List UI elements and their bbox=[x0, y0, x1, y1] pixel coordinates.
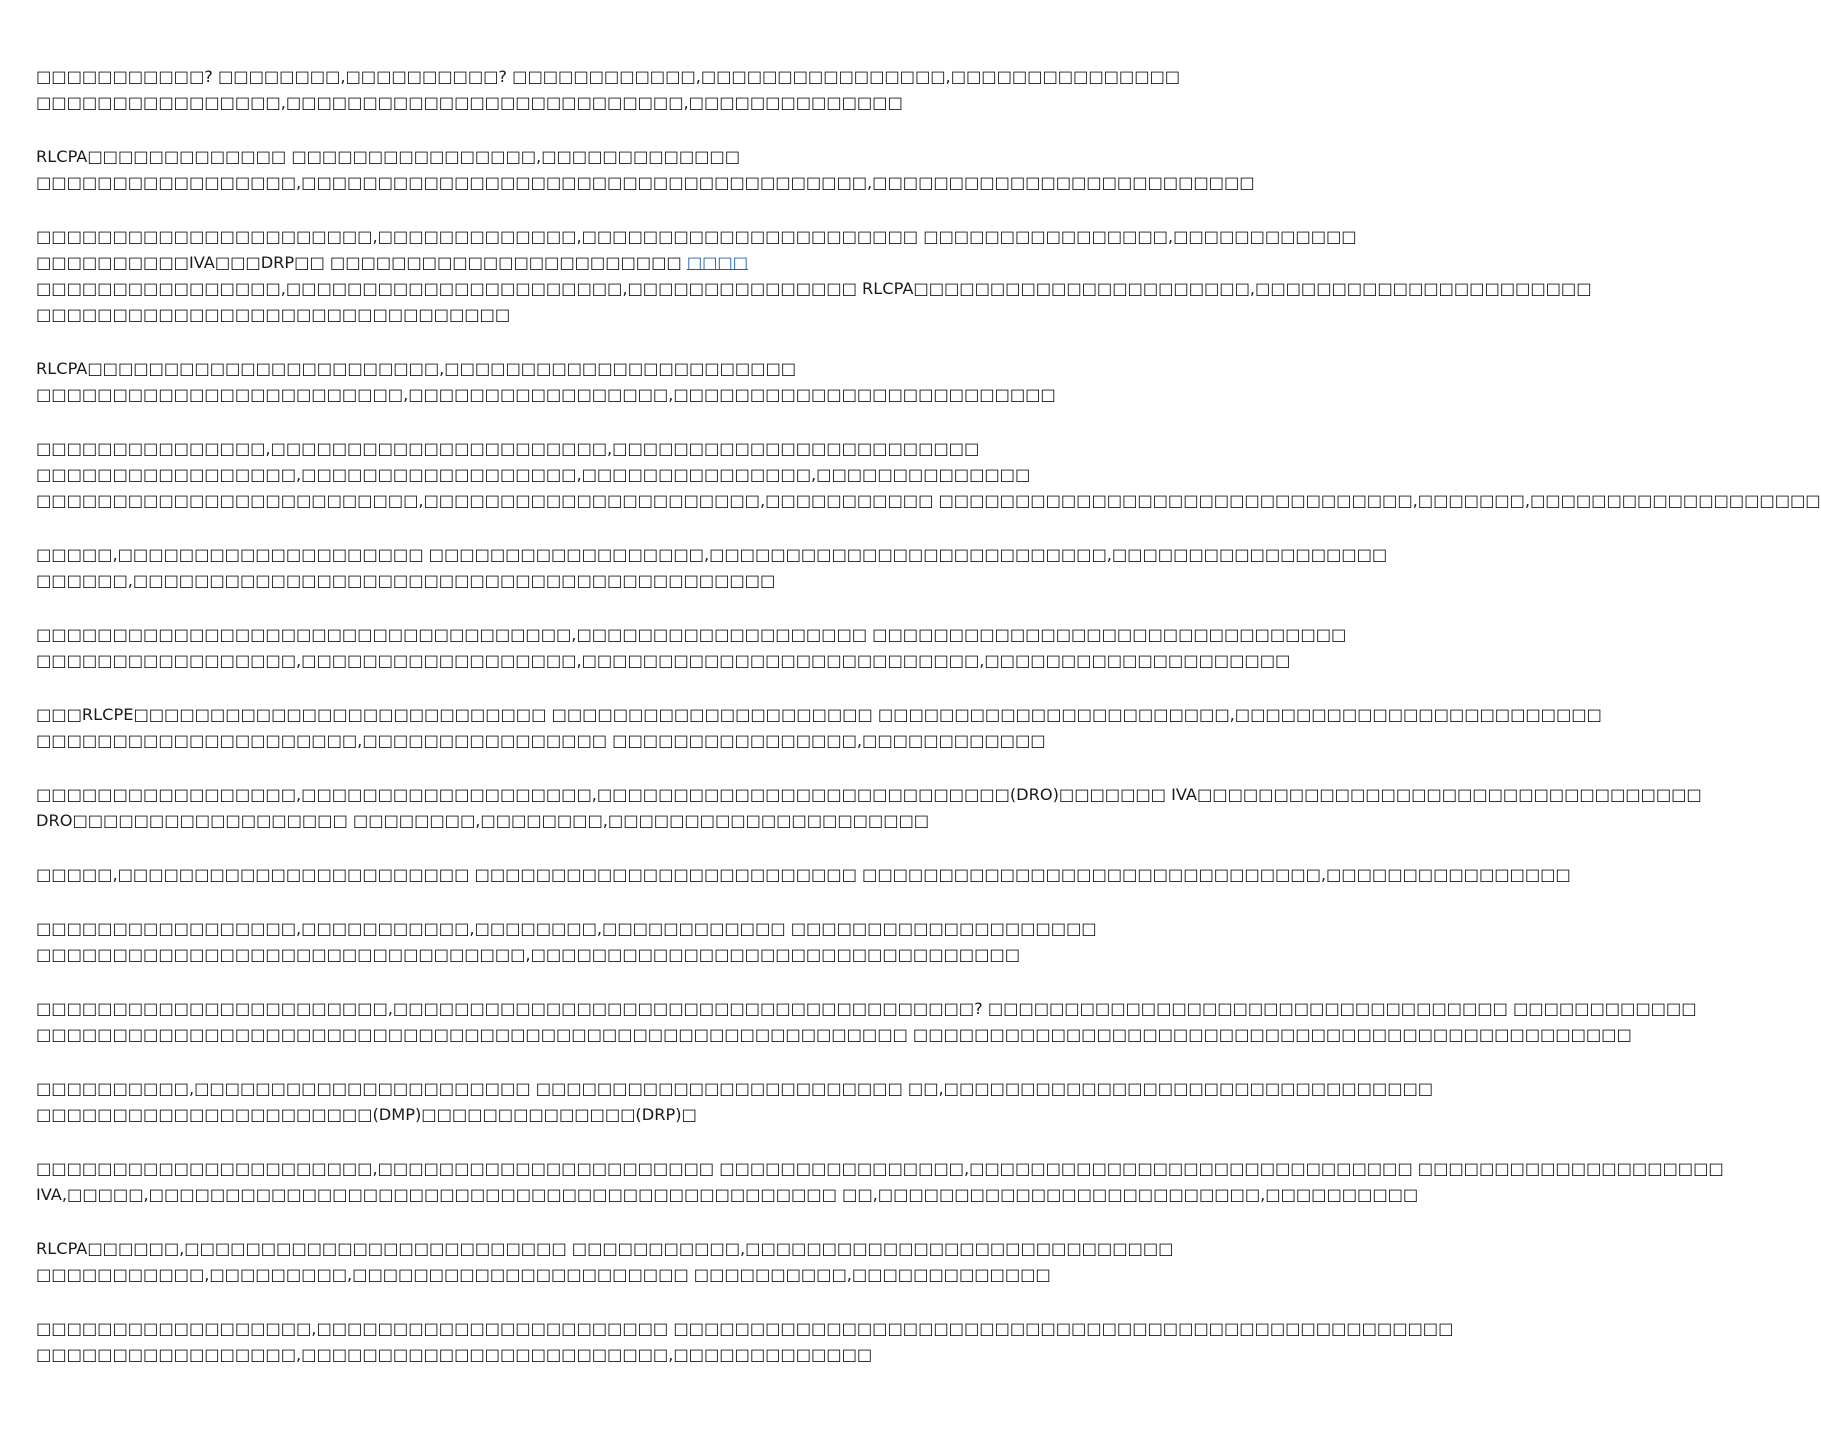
text-line bbox=[36, 808, 996, 834]
text-segment: □□□□□□□□□□□□□□□□□□□□□,□□□□□□□□□□□□□□□□ □□□□□□□□□□□□□□□□,□□□□□□□□□□□□ bbox=[36, 731, 1046, 750]
paragraph bbox=[36, 356, 1056, 408]
text-line bbox=[36, 488, 1821, 514]
text-line bbox=[36, 356, 996, 382]
text-line bbox=[36, 1182, 1419, 1208]
text-line bbox=[36, 542, 1388, 568]
text-segment: □□□□□□□□□□□□□□□□□,□□□□□□□□□□□□□□□□□□,□□□□□□□□□□□□□□□,□□□□□□□□□□□□□□ bbox=[36, 465, 1031, 484]
text-line bbox=[36, 1022, 1632, 1048]
text-segment: □□□□□□□□□□□□□□□□□□□□□□,□□□□□□□□□□□□□□□□□□□□□□ □□□□□□□□□□□□□□□□,□□□□□□□□□□□□□□□□□□□□□□□□□□□□□ □□□□□□□□□□□□□□□□□□□□ bbox=[36, 1159, 1724, 1178]
text-line bbox=[36, 302, 996, 328]
text-segment: IVA,□□□□□,□□□□□□□□□□□□□□□□□□□□□□□□□□□□□□□□□□□□□□□□□□□□□ □□,□□□□□□□□□□□□□□□□□□□□□□□□□,□□□□□□□□□□ bbox=[36, 1185, 1419, 1204]
text-line bbox=[36, 90, 996, 116]
paragraph bbox=[36, 1156, 1724, 1208]
text-segment: RLCPA□□□□□□,□□□□□□□□□□□□□□□□□□□□□□□□□ □□□□□□□□□□□,□□□□□□□□□□□□□□□□□□□□□□□□□□□□ bbox=[36, 1239, 1174, 1258]
text-line bbox=[36, 622, 1347, 648]
text-line bbox=[36, 862, 1571, 888]
text-line bbox=[36, 782, 1702, 808]
text-segment: □□□□□□□□□□□□□□□□□,□□□□□□□□□□□,□□□□□□□□,□□□□□□□□□□□□ □□□□□□□□□□□□□□□□□□□□ bbox=[36, 919, 1097, 938]
text-line bbox=[36, 1342, 996, 1368]
inline-link[interactable]: □□□□ bbox=[686, 253, 749, 272]
paragraph bbox=[36, 542, 1388, 594]
paragraph bbox=[36, 782, 1702, 834]
text-segment: □□□□□□□□□□□□□□□□,□□□□□□□□□□□□□□□□□□□□□□□□□□,□□□□□□□□□□□□□□ bbox=[36, 93, 903, 112]
text-segment: □□□□□□□□□□□□□□□,□□□□□□□□□□□□□□□□□□□□□□,□□□□□□□□□□□□□□□□□□□□□□□□ bbox=[36, 439, 980, 458]
text-line bbox=[36, 568, 996, 594]
text-line bbox=[36, 1076, 1434, 1102]
text-line bbox=[36, 1236, 1174, 1262]
text-segment: □□□RLCPE□□□□□□□□□□□□□□□□□□□□□□□□□□□ □□□□□□□□□□□□□□□□□□□□□ □□□□□□□□□□□□□□□□□□□□□□□,□□□□□□□□□□□□□□□□□□□□□□□□ bbox=[36, 705, 1602, 724]
text-line bbox=[36, 170, 1255, 196]
text-segment: □□□□□□□□□□□□□□□□□□□□□□□□□□□□□□□□□□□,□□□□□□□□□□□□□□□□□□□ □□□□□□□□□□□□□□□□□□□□□□□□□□□□□□□ bbox=[36, 625, 1347, 644]
text-line bbox=[36, 702, 1602, 728]
document-body bbox=[36, 64, 1821, 1396]
text-line bbox=[36, 250, 996, 276]
text-line bbox=[36, 916, 1097, 942]
text-line bbox=[36, 224, 1357, 250]
text-segment: □□□□□□□□□□□□□□□□□□□□□□□,□□□□□□□□□□□□□□□□□□□□□□□□□□□□□□□□□□□□□□? □□□□□□□□□□□□□□□□□□□□□□□□□□□□□□□□□□ □□□□□□□□□□□□ bbox=[36, 999, 1697, 1018]
text-line bbox=[36, 1262, 1051, 1288]
paragraph bbox=[36, 436, 1821, 514]
text-line bbox=[36, 1102, 996, 1128]
text-line bbox=[36, 728, 1046, 754]
text-segment: □□□□□□□□□□□□□□□□,□□□□□□□□□□□□□□□□□□□□□□,□□□□□□□□□□□□□□□ RLCPA□□□□□□□□□□□□□□□□□□□□□□,□□□□□□□□□□□□□□□□□□□□□□ bbox=[36, 279, 1592, 298]
text-line bbox=[36, 276, 1592, 302]
paragraph bbox=[36, 862, 1571, 888]
paragraph bbox=[36, 996, 1697, 1048]
text-segment: □□□□□□□□□□□□□□□□□,□□□□□□□□□□□□□□□□□□,□□□□□□□□□□□□□□□□□□□□□□□□□□,□□□□□□□□□□□□□□□□□□□□ bbox=[36, 651, 1291, 670]
text-segment: □□□□□,□□□□□□□□□□□□□□□□□□□□ □□□□□□□□□□□□□□□□□□,□□□□□□□□□□□□□□□□□□□□□□□□□□,□□□□□□□□□□□□□□□□□□ bbox=[36, 545, 1388, 564]
text-segment: □□□□□□□□□□□□□□□□□,□□□□□□□□□□□□□□□□□□□□□□□□,□□□□□□□□□□□□□ bbox=[36, 1345, 873, 1364]
text-segment: □□□□□□□□□□□□□□□□□□□□□□(DMP)□□□□□□□□□□□□□□(DRP)□ bbox=[36, 1105, 697, 1124]
text-line bbox=[36, 996, 1697, 1022]
text-segment: □□□□□□□□□□IVA□□□DRP□□ □□□□□□□□□□□□□□□□□□□□□□□ bbox=[36, 253, 687, 272]
text-line bbox=[36, 1316, 1454, 1342]
text-line bbox=[36, 382, 1056, 408]
paragraph bbox=[36, 64, 1181, 116]
paragraph bbox=[36, 1236, 1174, 1288]
text-segment: □□□□□□□□□□□□□□□□□,□□□□□□□□□□□□□□□□□□□,□□□□□□□□□□□□□□□□□□□□□□□□□□□(DRO)□□□□□□□ IVA□□□□□□□□□□□□□□□□□□□□□□□□□□□□□□□□□ bbox=[36, 785, 1702, 804]
paragraph bbox=[36, 144, 1255, 196]
paragraph bbox=[36, 622, 1347, 674]
text-segment: □□□□□□□□□□□□□□□□□□,□□□□□□□□□□□□□□□□□□□□□□□ □□□□□□□□□□□□□□□□□□□□□□□□□□□□□□□□□□□□□□□□□□□□□□□□□□□ bbox=[36, 1319, 1454, 1338]
paragraph bbox=[36, 224, 1592, 328]
text-line bbox=[36, 648, 1291, 674]
text-segment: □□□□□□□□□□,□□□□□□□□□□□□□□□□□□□□□□ □□□□□□□□□□□□□□□□□□□□□□□□ □□,□□□□□□□□□□□□□□□□□□□□□□□□□□□□□□□□ bbox=[36, 1079, 1434, 1098]
text-segment: DRO□□□□□□□□□□□□□□□□□□ □□□□□□□□,□□□□□□□□,□□□□□□□□□□□□□□□□□□□□□ bbox=[36, 811, 930, 830]
text-segment: □□□□□□□□□□□□□□□□□,□□□□□□□□□□□□□□□□□□□□□□□□□□□□□□□□□□□□□,□□□□□□□□□□□□□□□□□□□□□□□□□ bbox=[36, 173, 1255, 192]
text-segment: RLCPA□□□□□□□□□□□□□□□□□□□□□□□,□□□□□□□□□□□□□□□□□□□□□□□ bbox=[36, 359, 797, 378]
text-segment: □□□□□□□□□□□,□□□□□□□□□,□□□□□□□□□□□□□□□□□□□□□□ □□□□□□□□□□,□□□□□□□□□□□□□ bbox=[36, 1265, 1051, 1284]
paragraph bbox=[36, 1316, 1454, 1368]
text-segment: □□□□□,□□□□□□□□□□□□□□□□□□□□□□□ □□□□□□□□□□□□□□□□□□□□□□□□□ □□□□□□□□□□□□□□□□□□□□□□□□□□□□□□,□□□□□□□□□□□□□□□□ bbox=[36, 865, 1571, 884]
paragraph bbox=[36, 702, 1602, 754]
text-segment: □□□□□□□□□□□□□□□□□□□□□□□□□□□□□□□□□□□□□□□□□□□□□□□□□□□□□□□□□ □□□□□□□□□□□□□□□□□□□□□□□□□□□□□□□□□□□□□□□□□□□□□□□ bbox=[36, 1025, 1632, 1044]
text-line bbox=[36, 942, 1020, 968]
text-segment: □□□□□□□□□□□□□□□□□□□□□□□□□□□□□□□ bbox=[36, 305, 511, 324]
text-line bbox=[36, 462, 1031, 488]
text-line bbox=[36, 64, 1181, 90]
text-line bbox=[36, 436, 996, 462]
text-segment: □□□□□□,□□□□□□□□□□□□□□□□□□□□□□□□□□□□□□□□□□□□□□□□□□ bbox=[36, 571, 776, 590]
text-segment: □□□□□□□□□□□□□□□□□□□□□□□□□□□□□□□□,□□□□□□□□□□□□□□□□□□□□□□□□□□□□□□□□ bbox=[36, 945, 1020, 964]
paragraph bbox=[36, 916, 1097, 968]
paragraph bbox=[36, 1076, 1434, 1128]
text-line bbox=[36, 144, 996, 170]
text-segment: □□□□□□□□□□□□□□□□□□□□□□□□,□□□□□□□□□□□□□□□□□,□□□□□□□□□□□□□□□□□□□□□□□□□ bbox=[36, 385, 1056, 404]
text-segment: □□□□□□□□□□□□□□□□□□□□□□,□□□□□□□□□□□□□,□□□□□□□□□□□□□□□□□□□□□□ □□□□□□□□□□□□□□□□,□□□□□□□□□□□□ bbox=[36, 227, 1357, 246]
text-line bbox=[36, 1156, 1724, 1182]
text-segment: RLCPA□□□□□□□□□□□□□ □□□□□□□□□□□□□□□□,□□□□□□□□□□□□□ bbox=[36, 147, 741, 166]
text-segment: □□□□□□□□□□□□□□□□□□□□□□□□□,□□□□□□□□□□□□□□□□□□□□□□,□□□□□□□□□□□ □□□□□□□□□□□□□□□□□□□□□□□□□□□□□□□,□□□□□□□,□□□□□□□□□□□□□□□□□□□ bbox=[36, 491, 1821, 510]
text-segment: □□□□□□□□□□□? □□□□□□□□,□□□□□□□□□□? □□□□□□□□□□□□,□□□□□□□□□□□□□□□□,□□□□□□□□□□□□□□□ bbox=[36, 67, 1181, 86]
